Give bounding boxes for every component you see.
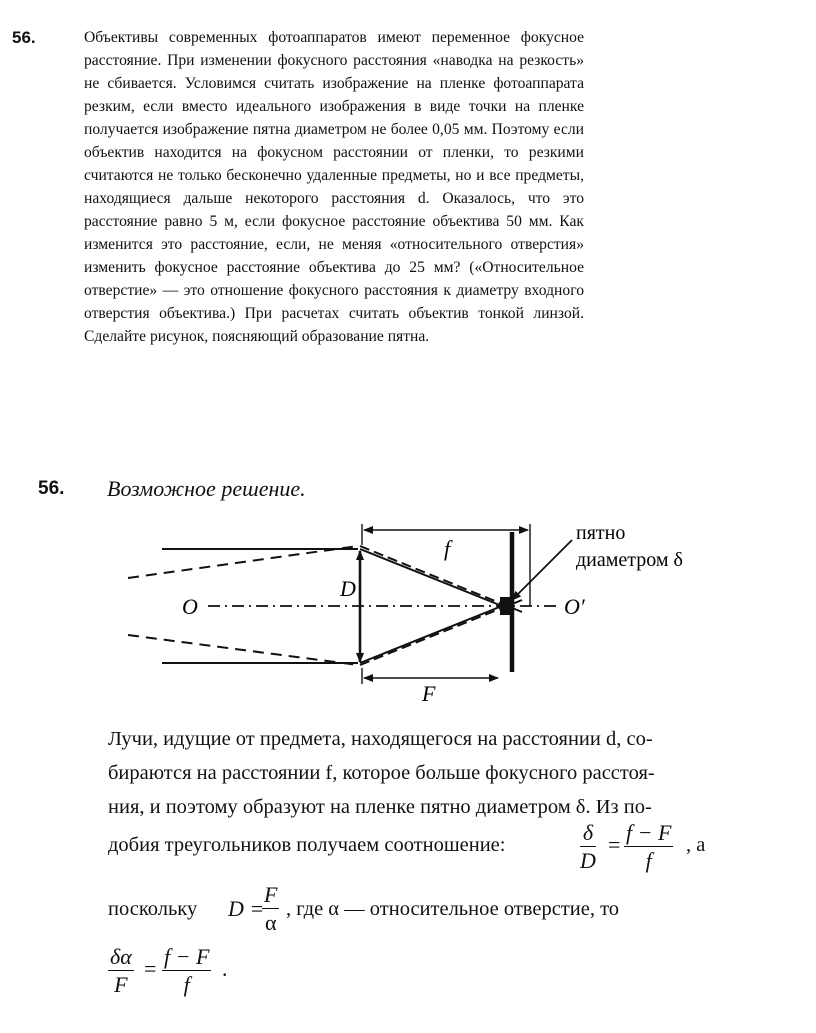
incoming-dashed-ray-bottom: [128, 635, 358, 665]
spot-label-line2: диаметром δ: [576, 549, 683, 571]
eq3-period: .: [222, 956, 228, 981]
refracted-dashed-ray-top: [360, 546, 522, 612]
label-O: O: [182, 594, 198, 619]
eq2-num: F: [264, 882, 278, 907]
incoming-dashed-ray-top: [128, 546, 358, 578]
spot-label-line1: пятно: [576, 522, 626, 544]
eq3-left-den: F: [114, 972, 128, 997]
eq1-left-num: δ: [580, 820, 596, 847]
label-F: F: [422, 681, 436, 706]
eq3-left-fraction: [108, 944, 134, 999]
problem-text: Объективы современных фотоаппаратов имеют переменное фокусное расстояние. При изменении фокусного расстояния «наводка на резкость» не сбивается. Условимся считать изображение на пленке фотоаппарата резким, если вместо идеального изображения в виде точки на пленке получается изображение пятна диаметром не более 0,05 мм. Поэтому если объектив находится на фокусном расстоянии от пленки, то резкими считаются не только бесконечно удаленные предметы, но и все предметы, находящиеся дальше некоторого расстояния d. Оказалось, что это расстояние равно 5 м, если фокусное расстояние объектива 50 мм. Как изменится это расстояние, если, не меняя «относительного отверстия» изменить фокусное расстояние объектива до 25 мм? («Относительное отверстие» — это отношение фокусного расстояния к диаметру входного отверстия объектива.) При расчетах считать объектив тонкой линзой. Сделайте рисунок, поясняющий образование пятна.: [84, 29, 584, 345]
eq2-fraction: [262, 882, 279, 937]
refracted-ray-bottom: [360, 606, 502, 663]
eq1-left-den: D: [580, 848, 596, 873]
refracted-dashed-ray-bottom: [360, 600, 522, 665]
solution-line-2: бираются на расстоянии f, которое больше фокусного расстоя-: [108, 762, 655, 784]
refracted-ray-top: [360, 549, 502, 606]
eq2-lhs: D =: [228, 896, 265, 921]
solution-heading: Возможное решение.: [107, 476, 306, 501]
eq1-right-fraction: [624, 820, 673, 875]
solution-line-1: Лучи, идущие от предмета, находящегося на расстоянии d, со-: [108, 728, 653, 750]
solution-line-3: ния, и поэтому образуют на пленке пятно диаметром δ. Из по-: [108, 796, 652, 818]
eq2-den: α: [264, 910, 277, 935]
label-f: f: [444, 536, 451, 561]
solution-number: 56.: [38, 478, 65, 499]
eq3-right-fraction: [162, 944, 211, 999]
eq3-equals: =: [144, 956, 157, 981]
eq3-right-den: f: [183, 972, 190, 997]
label-O-prime: O′: [564, 594, 585, 619]
eq1-right-num: f − F: [626, 820, 672, 845]
problem-number: 56.: [12, 28, 36, 47]
eq3-right-num: f − F: [164, 944, 210, 969]
spot-pointer-arrow: [512, 540, 572, 600]
eq3-left-num: δα: [110, 944, 132, 969]
eq1-equals: =: [608, 832, 621, 857]
solution-line-5-tail: , где α — относительное отверстие, то: [286, 898, 620, 920]
solution-line-4-text: добия треугольников получаем соотношение:: [108, 834, 506, 856]
solution-line-4-tail: , а: [686, 834, 706, 856]
label-D: D: [340, 576, 356, 601]
eq1-right-den: f: [645, 848, 652, 873]
solution-line-5-text: поскольку: [108, 898, 198, 920]
eq1-left-fraction: [580, 820, 596, 875]
